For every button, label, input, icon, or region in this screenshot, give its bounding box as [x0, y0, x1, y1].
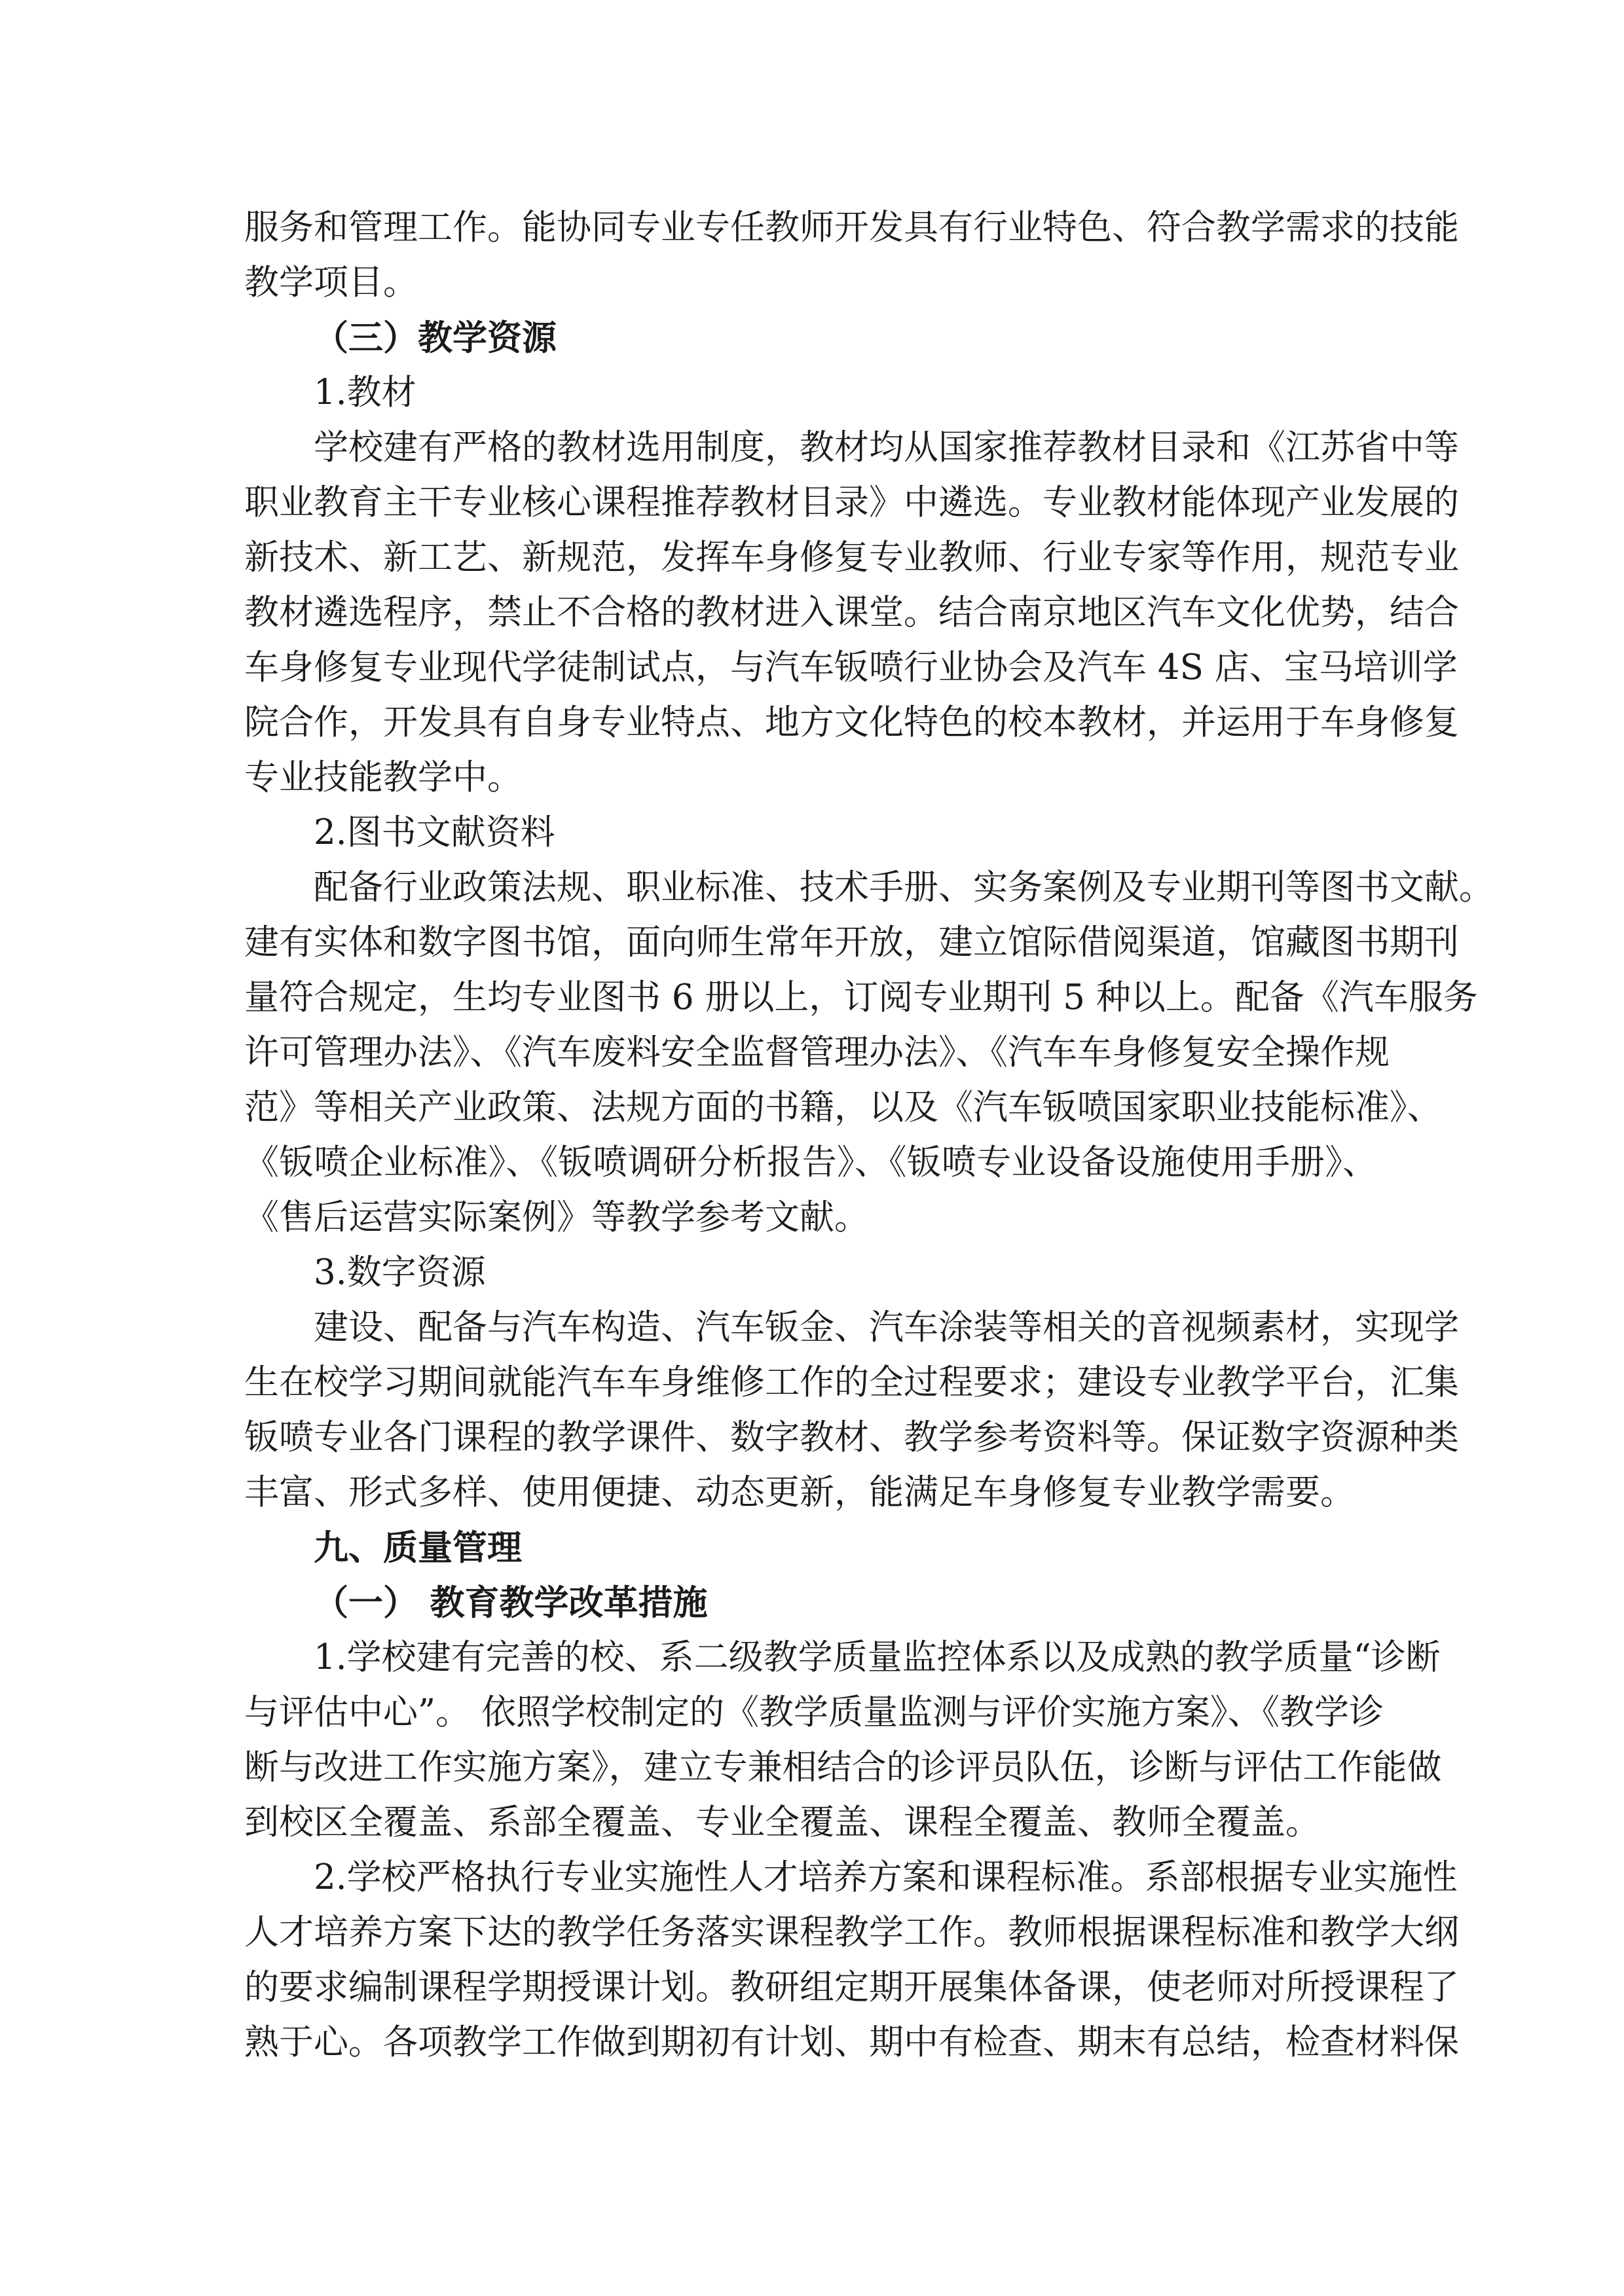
paragraph-line: 教学项目。	[244, 263, 418, 302]
paragraph-line: 人才培养方案下达的教学任务落实课程教学工作。教师根据课程标准和教学大纲	[244, 1912, 1459, 1952]
paragraph-line: 量符合规定，生均专业图书 6 册以上，订阅专业期刊 5 种以上。配备《汽车服务	[244, 977, 1478, 1017]
paragraph-line: 《售后运营实际案例》等教学参考文献。	[244, 1197, 869, 1237]
paragraph-line: 丰富、形式多样、使用便捷、动态更新，能满足车身修复专业教学需要。	[244, 1472, 1355, 1512]
paragraph-line: 建有实体和数字图书馆，面向师生常年开放，建立馆际借阅渠道，馆藏图书期刊	[244, 922, 1459, 962]
paragraph-line: 建设、配备与汽车构造、汽车钣金、汽车涂装等相关的音视频素材，实现学	[314, 1307, 1459, 1347]
paragraph-line: 与评估中心”。 依照学校制定的《教学质量监测与评价实施方案》、《教学诊	[244, 1692, 1384, 1732]
paragraph-line: 学校建有严格的教材选用制度，教材均从国家推荐教材目录和《江苏省中等	[314, 428, 1459, 467]
paragraph-line: 专业技能教学中。	[244, 757, 522, 797]
section-heading: （一） 教育教学改革措施	[314, 1582, 708, 1623]
paragraph-line: 许可管理办法》、《汽车废料安全监督管理办法》、《汽车车身修复安全操作规	[244, 1032, 1390, 1072]
paragraph-line: 断与改进工作实施方案》，建立专兼相结合的诊评员队伍，诊断与评估工作能做	[244, 1747, 1442, 1787]
paragraph-line: 教材遴选程序，禁止不合格的教材进入课堂。结合南京地区汽车文化优势，结合	[244, 592, 1459, 632]
paragraph-line: 院合作，开发具有自身专业特点、地方文化特色的校本教材，并运用于车身修复	[244, 702, 1459, 742]
paragraph-line: 到校区全覆盖、系部全覆盖、专业全覆盖、课程全覆盖、教师全覆盖。	[244, 1802, 1320, 1842]
section-heading: （三）教学资源	[314, 318, 557, 358]
paragraph-line: 的要求编制课程学期授课计划。教研组定期开展集体备课，使老师对所授课程了	[244, 1967, 1459, 2007]
paragraph-line: 1.学校建有完善的校、系二级教学质量监控体系以及成熟的教学质量“诊断	[314, 1637, 1441, 1677]
paragraph-line: 生在校学习期间就能汽车车身维修工作的全过程要求；建设专业教学平台，汇集	[244, 1362, 1459, 1402]
paragraph-line: 服务和管理工作。能协同专业专任教师开发具有行业特色、符合教学需求的技能	[244, 208, 1459, 247]
paragraph-line: 范》等相关产业政策、法规方面的书籍，以及《汽车钣喷国家职业技能标准》、	[244, 1087, 1442, 1127]
paragraph-line: 钣喷专业各门课程的教学课件、数字教材、教学参考资料等。保证数字资源种类	[244, 1417, 1459, 1457]
paragraph-line: 职业教育主干专业核心课程推荐教材目录》中遴选。专业教材能体现产业发展的	[244, 483, 1459, 522]
paragraph-line: 3.数字资源	[314, 1252, 486, 1292]
paragraph-line: 2.图书文献资料	[314, 812, 555, 852]
section-heading: 九、质量管理	[314, 1527, 522, 1568]
paragraph-line: 配备行业政策法规、职业标准、技术手册、实务案例及专业期刊等图书文献。	[314, 867, 1494, 907]
paragraph-line: 新技术、新工艺、新规范，发挥车身修复专业教师、行业专家等作用，规范专业	[244, 538, 1459, 577]
paragraph-line: 2.学校严格执行专业实施性人才培养方案和课程标准。系部根据专业实施性	[314, 1857, 1458, 1897]
document-page	[244, 200, 1494, 2070]
paragraph-line: 《钣喷企业标准》、《钣喷调研分析报告》、《钣喷专业设备设施使用手册》、	[244, 1142, 1377, 1182]
paragraph-line: 熟于心。各项教学工作做到期初有计划、期中有检查、期末有总结，检查材料保	[244, 2022, 1459, 2062]
paragraph-line: 1.教材	[314, 373, 416, 412]
paragraph-line: 车身修复专业现代学徒制试点，与汽车钣喷行业协会及汽车 4S 店、宝马培训学	[244, 647, 1458, 687]
